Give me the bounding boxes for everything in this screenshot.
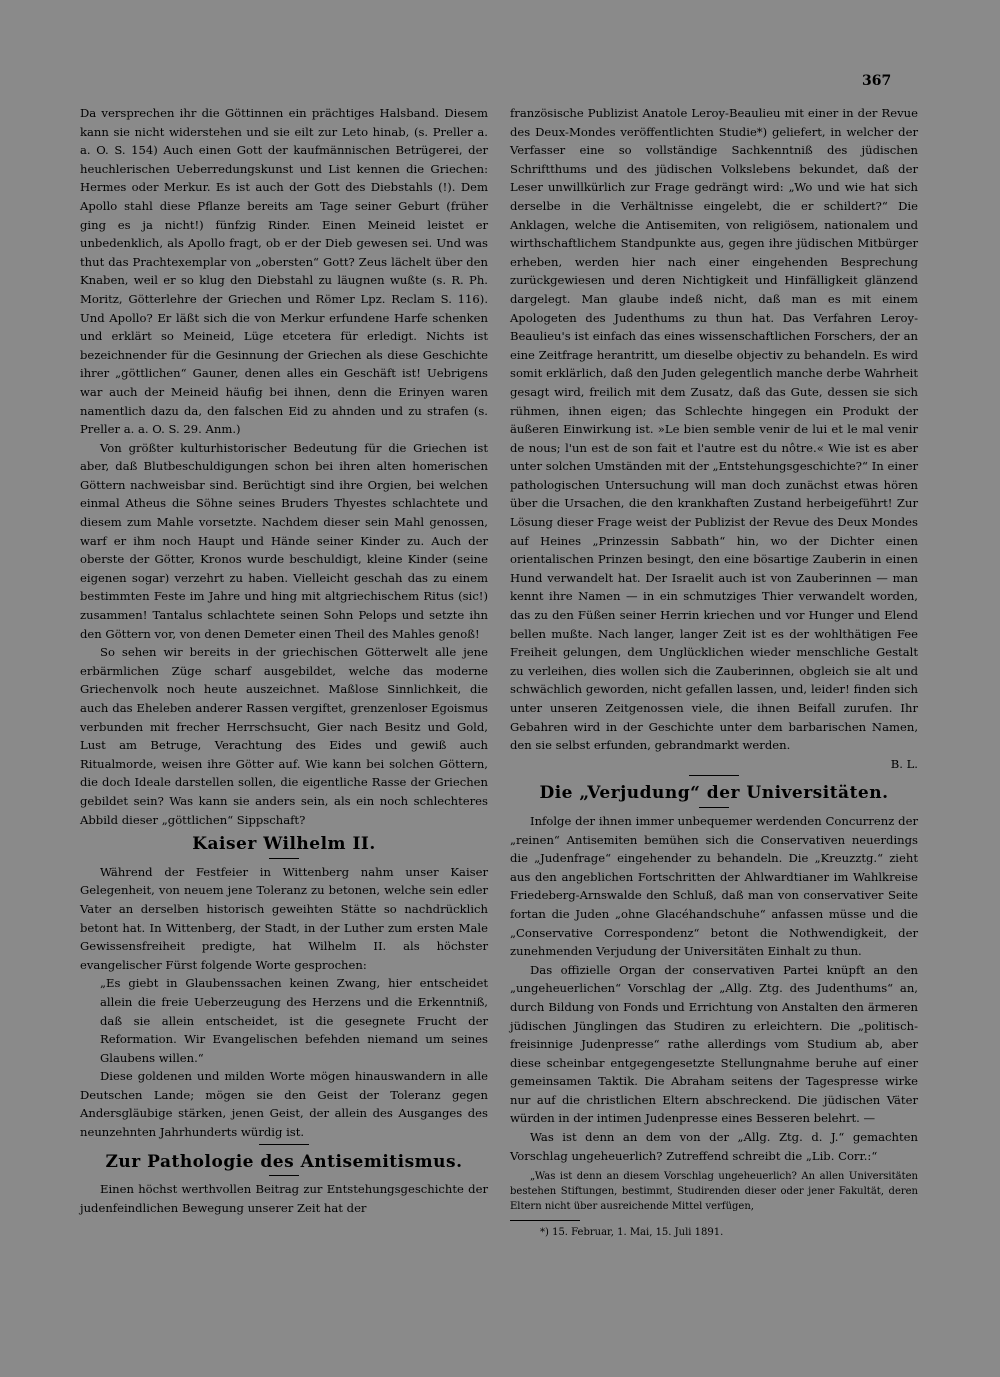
divider xyxy=(699,807,729,808)
paragraph: Einen höchst werthvollen Beitrag zur Entstehungsgeschichte der judenfeindlichen Bewegung unserer Zeit hat der xyxy=(80,1182,488,1215)
paragraph: französische Publizist Anatole Leroy-Beaulieu mit einer in der Revue des Deux-Mondes veröffentlichten Studie*) geliefert, in welcher der Verfasser eine so vollständige Sachkenntniß des jüdischen Schriftthums und des jüdischen Volkslebens bekundet, daß der Leser unwillkürlich zur Frage gedrängt wird: „Wo und wie hat sich derselbe in die Verhältnisse eingelebt, die er schildert?“ Die Anklagen, welche die Antisemiten, von religiösem, nationalem und wirthschaftlichem Standpunkte aus, gegen ihre jüdischen Mitbürger erheben, werden hier nach einer eingehenden Besprechung zurückgewiesen und deren Nichtigkeit und Hinfälligkeit glänzend dargelegt. Man glaube indeß nicht, daß man es mit einem Apologeten des Judenthums zu thun hat. Das Verfahren Leroy-Beaulieu's ist einfach das eines wissenschaftlichen Forschers, der an eine Zeitfrage herantritt, um dieselbe objectiv zu behandeln. Es wird somit erklärlich, daß den Juden gelegentlich manche derbe Wahrheit gesagt wird, freilich mit dem Zusatz, daß das Gute, dessen sie sich rühmen, ihnen eigen; das Schlechte hingegen ein Produkt der äußeren Einwirkung ist. »Le bien semble venir de lui et le mal venir de nous; l'un est de son fait et l'autre est du nôtre.« Wie ist es aber unter solchen Umständen mit der „Entstehungsgeschichte?“ In einer pathologischen Untersuchung will man doch zunächst etwas hören über die Ursachen, die den krankhaften Zustand herbeigeführt! Zur Lösung dieser Frage weist der Publizist der Revue des Deux Mondes auf Heines „Prinzessin Sabbath“ hin, wo der Dichter einen orientalischen Prinzen besingt, den eine bösartige Zauberin in einen Hund verwandelt hat. Der Israelit auch ist von Zauberinnen — man kennt ihre Namen — in ein schmutziges Thier verwandelt worden, das zu den Füßen seiner Herrin kriechen und vor Hunger und Elend bellen mußte. Nach langer, langer Zeit ist es der wohlthätigen Fee Freiheit gelungen, dem Unglücklichen wieder menschliche Gestalt zu verleihen, dies wollen sich die Zauberinnen, obgleich sie alt und schwächlich geworden, nicht gefallen lassen, und, leider! finden sich unter unseren Zeitgenossen viele, die ihnen Beifall zurufen. Ihr Gebahren wird in der Geschichte unter dem barbarischen Namen, den sie selbst erfunden, gebrandmarkt werden. xyxy=(510,106,918,753)
divider xyxy=(259,1144,309,1145)
quotation: „Es giebt in Glaubenssachen keinen Zwang, hier entscheidet allein die freie Ueberzeugung des Herzens und die Erkenntniß, daß sie allein entscheidet, ist die gesegnete Frucht der Reformation. Wir Evangelischen befehden niemand um seines Glaubens willen.“ xyxy=(100,976,488,1065)
section-heading: Zur Pathologie des Antisemitismus. xyxy=(105,1151,463,1172)
quotation: „Was ist denn an diesem Vorschlag ungeheuerlich? An allen Universitäten bestehen Stiftungen, bestimmt, Studirenden dieser oder jener Fakultät, deren Eltern nicht über ausreichende Mittel verfügen, xyxy=(510,1171,918,1213)
page-number: 367 xyxy=(862,73,892,89)
footnote-divider xyxy=(510,1220,580,1221)
paragraph: Das offizielle Organ der conservativen Partei knüpft an den „ungeheuerlichen“ Vorschlag der „Allg. Ztg. des Judenthums“ an, durch Bildung von Fonds und Errichtung von Anstalten den ärmeren jüdischen Jünglingen das Studiren zu erleichtern. Die „politisch-freisinnige Judenpresse“ rathe allerdings vom Studium ab, aber diese scheinbar entgegengesetzte Stellungnahme beruhe auf einer gemeinsamen Taktik. Die Abraham seitens der Tagespresse wirke nur auf die christlichen Eltern abschreckend. Die jüdischen Väter würden in der intimen Judenpresse eines Besseren belehrt. — xyxy=(510,962,918,1126)
section-heading: Kaiser Wilhelm II. xyxy=(192,834,376,855)
paragraph: Von größter kulturhistorischer Bedeutung für die Griechen ist aber, daß Blutbeschuldigungen schon bei ihren alten homerischen Göttern nachweisbar sind. Berüchtigt sind ihre Orgien, bei welchen einmal Atheus die Söhne seines Bruders Thyestes schlachtete und diesem zum Mahle vorsetzte. Nachdem dieser sein Mahl genossen, warf er ihm noch Haupt und Hände seiner Kinder zu. Auch der oberste der Götter, Kronos wurde beschuldigt, kleine Kinder (seine eigenen sogar) verzehrt zu haben. Vielleicht geschah das zu einem bestimmten Feste im Jahre und hing mit altgriechischem Ritus (sic!) zusammen! Tantalus schlachtete seinen Sohn Pelops und setzte ihn den Göttern vor, von denen Demeter einen Theil des Mahles genoß! xyxy=(80,440,488,641)
paragraph: So sehen wir bereits in der griechischen Götterwelt alle jene erbärmlichen Züge scharf ausgebildet, welche das moderne Griechenvolk noch heute auszeichnet. Maßlose Sinnlichkeit, die auch das Eheleben anderer Rassen vergiftet, grenzenloser Egoismus verbunden mit frecher Herrschsucht, Gier nach Besitz und Gold, Lust am Betruge, Verachtung des Eides und gewiß auch Ritualmorde, weisen ihre Götter auf. Wie kann bei solchen Göttern, die doch Ideale darstellen sollen, die eigentliche Rasse der Griechen gebildet sein? Was kann sie anders sein, als ein noch schlechteres Abbild dieser „göttlichen“ Sippschaft? xyxy=(80,645,488,827)
paragraph: Diese goldenen und milden Worte mögen hinauswandern in alle Deutschen Lande; mögen sie den Geist der Toleranz gegen Andersgläubige stärken, jenen Geist, der allein des Ausganges des neunzehnten Jahrhunderts würdig ist. xyxy=(80,1069,488,1140)
left-column xyxy=(80,104,488,1217)
paragraph: Da versprechen ihr die Göttinnen ein prächtiges Halsband. Diesem kann sie nicht widerstehen und sie eilt zur Leto hinab, (s. Preller a. a. O. S. 154) Auch einen Gott der kaufmännischen Betrügerei, der heuchlerischen Ueberredungskunst und List kennen die Griechen: Hermes oder Merkur. Es ist auch der Gott des Diebstahls (!). Dem Apollo stahl diese Pflanze bereits am Tage seiner Geburt (früher ging es ja nicht!) fünfzig Rinder. Einen Meineid leistet er unbedenklich, als Apollo fragt, ob er der Dieb gewesen sei. Und was thut das Prachtexemplar von „obersten“ Gott? Zeus lächelt über den Knaben, weil er so klug den Diebstahl zu läugnen wußte (s. R. Ph. Moritz, Götterlehre der Griechen und Römer Lpz. Reclam S. 116). Und Apollo? Er läßt sich die von Merkur erfundene Harfe schenken und erklärt so Meineid, Lüge etcetera für erledigt. Nichts ist bezeichnender für die Gesinnung der Griechen als diese Geschichte ihrer „göttlichen“ Gauner, denen alles ein Geschäft ist! Uebrigens war auch der Meineid häufig bei ihnen, denn die Erinyen waren namentlich dazu da, den falschen Eid zu ahnden und zu strafen (s. Preller a. a. O. S. 29. Anm.) xyxy=(80,106,488,437)
paragraph: Während der Festfeier in Wittenberg nahm unser Kaiser Gelegenheit, von neuem jene Toleranz zu betonen, welche sein edler Vater an derselben historisch geweihten Stätte so nachdrücklich betont hat. In Wittenberg, der Stadt, in der Luther zum ersten Male Gewissensfreiheit predigte, hat Wilhelm II. als höchster evangelischer Fürst folgende Worte gesprochen: xyxy=(80,864,488,972)
footnote: *) 15. Februar, 1. Mai, 15. Juli 1891. xyxy=(540,1227,724,1239)
paragraph: Was ist denn an dem von der „Allg. Ztg. d. J.“ gemachten Vorschlag ungeheuerlich? Zutreffend schreibt die „Lib. Corr.:“ xyxy=(510,1130,918,1163)
divider xyxy=(269,1175,299,1176)
divider xyxy=(269,858,299,859)
divider xyxy=(689,775,739,776)
right-column xyxy=(510,104,918,1240)
section-heading: Die „Verjudung“ der Universitäten. xyxy=(539,783,889,804)
paragraph: Infolge der ihnen immer unbequemer werdenden Concurrenz der „reinen“ Antisemiten bemühen sich die Conservativen neuerdings die „Judenfrage“ eingehender zu behandeln. Die „Kreuzztg.“ zieht aus den angeblichen Fortschritten der Ahlwardtianer im Wahlkreise Friedeberg-Arnswalde den Schluß, daß man von conservativer Seite fortan die Juden „ohne Glacéhandschuhe“ anfassen müsse und die „Conservative Correspondenz“ betont die Nothwendigkeit, der zunehmenden Verjudung der Universitäten Einhalt zu thun. xyxy=(510,813,918,959)
author-signature: B. L. xyxy=(890,756,918,771)
